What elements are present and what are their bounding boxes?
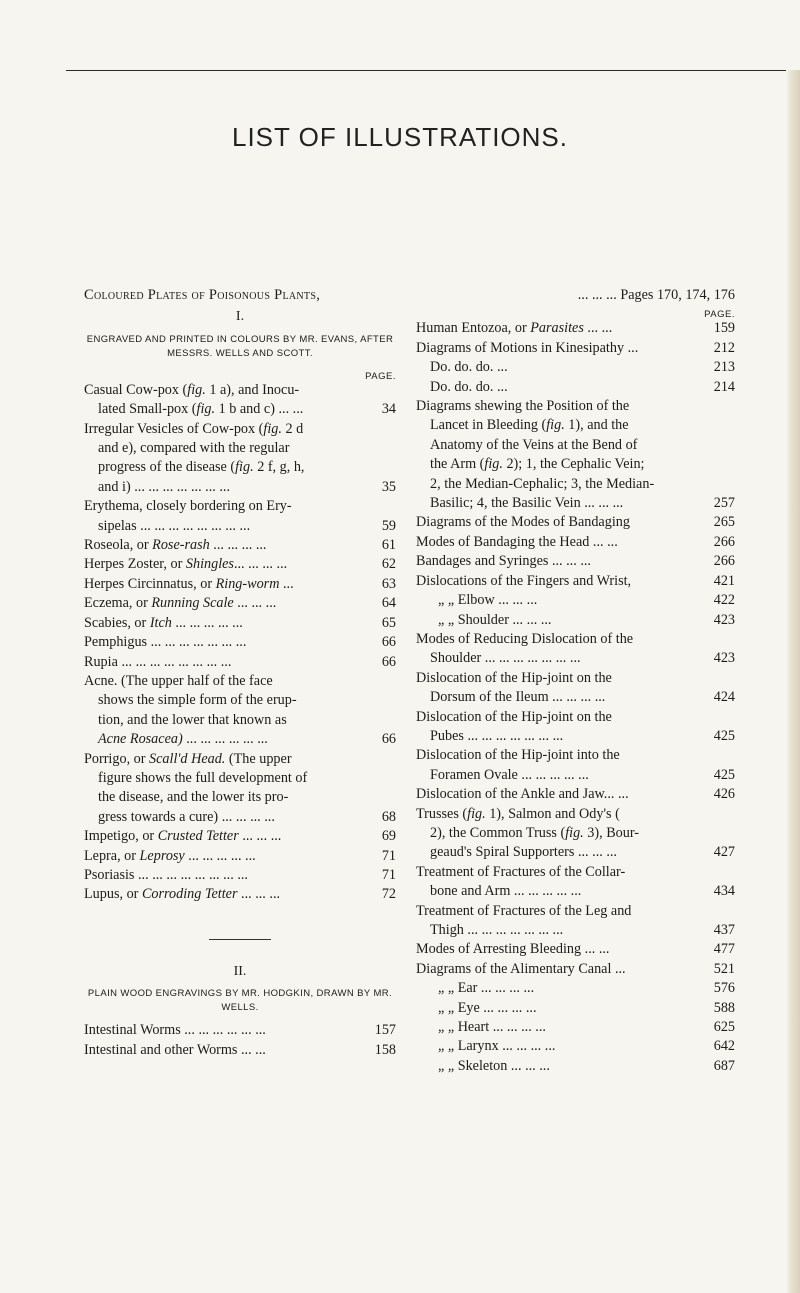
entry-line <box>416 688 735 707</box>
page-number: 687 <box>713 1057 735 1074</box>
fig-ref: fig. <box>546 417 565 434</box>
entry-text: Modes of Arresting Bleeding ... ... <box>416 941 610 958</box>
entry-text: Irregular Vesicles of Cow-pox ( <box>84 420 264 437</box>
entry-line <box>416 533 735 552</box>
list-item <box>416 339 735 358</box>
entry-text: Diagrams of the Alimentary Canal ... <box>416 960 626 977</box>
entry-text: Pubes ... ... ... ... ... ... ... <box>430 727 564 744</box>
entry-text: 1), Salmon and Ody's ( <box>485 805 620 822</box>
right-column <box>416 286 735 1076</box>
entry-line <box>416 494 735 513</box>
entry-text: Pemphigus <box>84 634 151 651</box>
page-number: 59 <box>381 517 396 534</box>
section-credit: ENGRAVED AND PRINTED IN COLOURS BY MR. EVANS, AFTER MESSRS. WELLS AND SCOTT. <box>86 333 394 359</box>
list-item <box>84 1021 396 1040</box>
page-number: 422 <box>713 592 735 609</box>
page-number: 61 <box>381 537 396 554</box>
entry-text: and e), compared with the regular <box>98 440 290 457</box>
page-number: 71 <box>381 866 396 883</box>
list-item <box>416 552 735 571</box>
entry-line <box>416 1057 735 1076</box>
list-item <box>84 750 396 828</box>
page-number: 424 <box>713 689 735 706</box>
list-item <box>416 960 735 979</box>
list-item <box>416 533 735 552</box>
continued-entry <box>416 286 735 305</box>
fig-ref: fig. <box>565 824 584 841</box>
entry-line <box>84 575 396 594</box>
page-number: 66 <box>381 634 396 651</box>
entry-line <box>84 420 396 439</box>
entry-text: Do. do. do. ... <box>430 359 508 376</box>
leader-dots: ... ... ... ... ... ... <box>182 731 268 748</box>
entry-line <box>416 572 735 591</box>
entry-text: „ „ Larynx ... ... ... ... <box>438 1038 556 1055</box>
leader-dots: ... ... ... <box>238 828 282 845</box>
entry-line <box>416 999 735 1018</box>
entry-line <box>416 397 735 416</box>
entry-line <box>416 766 735 785</box>
page-number: 66 <box>381 653 396 670</box>
page-number: 69 <box>381 828 396 845</box>
entry-line <box>84 730 396 749</box>
leader-dots: ... ... ... ... ... <box>171 614 243 631</box>
list-item <box>416 378 735 397</box>
entry-line <box>416 727 735 746</box>
page-number: 437 <box>713 922 735 938</box>
entry-line <box>84 381 396 400</box>
entry-text: Treatment of Fractures of the Leg and <box>416 902 632 919</box>
page-title: LIST OF ILLUSTRATIONS. <box>232 122 568 152</box>
page-number: 157 <box>374 1022 396 1039</box>
entry-line <box>416 339 735 358</box>
leader-dots: ... ... ... ... <box>209 537 267 554</box>
entry-text: gress towards a cure) ... ... ... ... <box>98 808 275 825</box>
page-column-label: PAGE. <box>365 370 396 382</box>
page-number: 642 <box>713 1038 735 1055</box>
list-item <box>416 611 735 630</box>
entry-text: „ „ Heart ... ... ... ... <box>438 1019 546 1036</box>
entry-text: lated Small-pox ( <box>98 401 197 418</box>
page-number: 625 <box>713 1019 735 1036</box>
list-item <box>416 513 735 532</box>
leader-dots: ... ... ... <box>237 886 281 903</box>
entry-line <box>416 708 735 727</box>
entry-text: „ „ Elbow ... ... ... <box>438 592 538 609</box>
entry-text: Treatment of Fractures of the Collar- <box>416 863 626 880</box>
entry-text: 2 d <box>281 420 304 437</box>
entry-line <box>84 536 396 555</box>
entry-line <box>84 672 396 691</box>
leader-dots: ... ... ... ... ... ... ... ... <box>138 866 248 883</box>
entry-line <box>416 455 735 474</box>
list-item <box>84 672 396 750</box>
entry-text: 2), the Common Truss ( <box>430 824 566 841</box>
page-number: 257 <box>713 495 735 512</box>
entry-line <box>84 400 396 419</box>
page-number: 34 <box>381 401 396 418</box>
entry-text: „ „ Eye ... ... ... ... <box>438 999 537 1016</box>
entry-line <box>84 769 396 788</box>
list-item <box>84 866 396 885</box>
list-item <box>84 633 396 652</box>
entry-italic-text: Running Scale <box>151 595 234 612</box>
list-item <box>84 381 396 420</box>
entry-text: Intestinal and other Worms ... ... <box>84 1041 266 1058</box>
entry-text: Lancet in Bleeding ( <box>430 417 547 434</box>
leader-dots: ... ... ... <box>233 595 277 612</box>
page-number: 63 <box>381 575 396 592</box>
entry-line <box>416 921 735 940</box>
page-number: 423 <box>713 611 735 628</box>
entry-text: Erythema, closely bordering on Ery- <box>84 498 292 515</box>
entry-text: 1 b and c) ... ... <box>215 401 304 418</box>
section-credit: PLAIN WOOD ENGRAVINGS BY MR. HODGKIN, DRAWN BY MR. WELLS. <box>87 988 393 1014</box>
fig-ref: fig. <box>187 381 206 398</box>
entry-text: Basilic; 4, the Basilic Vein ... ... ... <box>430 495 624 512</box>
entry-text: Acne. (The upper half of the face <box>84 672 273 689</box>
entry-line <box>84 691 396 710</box>
list-item <box>84 614 396 633</box>
list-item <box>416 940 735 959</box>
entry-line <box>416 824 735 843</box>
page-rule <box>66 70 800 77</box>
entry-line <box>84 614 396 633</box>
entry-text: Porrigo, or <box>84 750 150 767</box>
list-item <box>416 1037 735 1056</box>
entry-italic-text: Leprosy <box>139 847 185 864</box>
entry-text: sipelas ... ... ... ... ... ... ... ... <box>98 517 251 534</box>
entry-line <box>416 552 735 571</box>
entry-text: 2, the Median-Cephalic; 3, the Median- <box>430 475 655 492</box>
entry-italic-text: Shingles <box>185 556 234 573</box>
page-number: 423 <box>713 650 735 667</box>
fig-ref: fig. <box>235 459 254 476</box>
leader-dots: ... ... <box>583 320 613 337</box>
entry-text: bone and Arm ... ... ... ... ... <box>430 883 582 900</box>
entry-line <box>84 439 396 458</box>
entry-line <box>84 808 396 827</box>
entry-text: geaud's Spiral Supporters ... ... ... <box>430 844 617 861</box>
entry-line <box>416 630 735 649</box>
entry-line <box>416 378 735 397</box>
entry-line <box>416 649 735 668</box>
entry-text: 2 f, g, h, <box>253 459 305 476</box>
page-number: 266 <box>713 553 735 570</box>
entry-italic-text: Rose-rash <box>152 537 210 554</box>
section-divider <box>209 939 271 940</box>
list-item <box>416 630 735 669</box>
page-number: 64 <box>381 595 396 612</box>
entry-line <box>84 594 396 613</box>
list-item <box>84 653 396 672</box>
entry-line <box>84 1041 396 1060</box>
entry-text: figure shows the full development of <box>98 769 308 786</box>
page-number: 576 <box>713 980 735 997</box>
list-item <box>84 575 396 594</box>
entry-text: Scabies, or <box>84 614 150 631</box>
entry-line <box>84 788 396 807</box>
entry-line <box>84 653 396 672</box>
entry-line <box>416 960 735 979</box>
entry-text: Diagrams shewing the Position of the <box>416 398 630 415</box>
entry-line <box>416 436 735 455</box>
entry-line <box>84 1021 396 1040</box>
page-number: 35 <box>381 478 396 495</box>
list-item <box>84 555 396 574</box>
list-item <box>84 827 396 846</box>
leader-dots: ... ... ... ... <box>233 556 288 573</box>
entry-text: Dislocation of the Hip-joint into the <box>416 747 620 764</box>
leader-dots: ... <box>279 575 294 592</box>
entry-text: Psoriasis <box>84 866 138 883</box>
entry-text: Lupus, or <box>84 886 142 903</box>
entry-line <box>84 847 396 866</box>
entry-text: Eczema, or <box>84 595 152 612</box>
page-number: 266 <box>713 533 735 550</box>
entry-text: ... ... ... Pages 170, 174, 176 <box>577 287 735 303</box>
entry-text: Dislocation of the Hip-joint on the <box>416 708 612 725</box>
leader-dots: ... ... ... ... ... <box>184 847 256 864</box>
list-item <box>84 594 396 613</box>
entry-line <box>416 843 735 862</box>
entry-text: Anatomy of the Veins at the Bend of <box>430 436 638 453</box>
entry-list <box>416 319 735 1076</box>
page-column-label: PAGE. <box>704 309 735 321</box>
entry-italic-text: Acne Rosacea) <box>98 731 183 748</box>
entry-line <box>416 863 735 882</box>
list-item <box>416 863 735 902</box>
entry-text: Intestinal Worms ... ... ... ... ... ... <box>84 1022 266 1039</box>
entry-line <box>84 827 396 846</box>
page-number: 421 <box>713 572 735 589</box>
page-number: 425 <box>713 766 735 783</box>
entry-text: Human Entozoa, or <box>416 320 531 337</box>
page-number: 425 <box>713 727 735 744</box>
entry-line <box>416 319 735 338</box>
page-number: 434 <box>713 883 735 900</box>
left-column <box>84 286 396 1060</box>
entry-text: the disease, and the lower its pro- <box>98 789 289 806</box>
list-item <box>416 999 735 1018</box>
page-number: 477 <box>713 941 735 958</box>
entry-line <box>416 805 735 824</box>
leader-dots: ... ... ... ... ... ... ... ... <box>121 653 232 670</box>
entry-line <box>416 902 735 921</box>
entry-text: Modes of Reducing Dislocation of the <box>416 630 634 647</box>
entry-line <box>84 497 396 516</box>
entry-text: Thigh ... ... ... ... ... ... ... <box>430 922 564 938</box>
entry-line <box>416 611 735 630</box>
entry-text: tion, and the lower that known as <box>98 711 287 728</box>
entry-text: Casual Cow-pox ( <box>84 381 188 398</box>
entry-text: Herpes Circinnatus, or <box>84 575 216 592</box>
entry-text: the Arm ( <box>430 456 485 473</box>
entry-text: Roseola, or <box>84 537 153 554</box>
entry-line <box>416 358 735 377</box>
entry-text: Diagrams of Motions in Kinesipathy ... <box>416 339 639 356</box>
section-heading: Coloured Plates of Poisonous Plants, <box>84 287 321 303</box>
entry-line <box>416 416 735 435</box>
list-item <box>416 708 735 747</box>
list-item <box>416 358 735 377</box>
list-item <box>84 885 396 904</box>
page-number: 426 <box>713 786 735 803</box>
entry-line <box>84 478 396 497</box>
entry-text: Rupia <box>84 653 122 670</box>
entry-text: shows the simple form of the erup- <box>98 692 297 709</box>
list-item <box>84 420 396 498</box>
list-item <box>416 669 735 708</box>
fig-ref: fig. <box>484 456 503 473</box>
fig-ref: fig. <box>263 420 282 437</box>
list-item <box>84 497 396 536</box>
entry-text: progress of the disease ( <box>98 459 236 476</box>
entry-text: Lepra, or <box>84 847 140 864</box>
entry-text: „ „ Skeleton ... ... ... <box>438 1057 550 1074</box>
entry-list <box>84 381 396 905</box>
entry-line <box>416 1037 735 1056</box>
entry-line <box>416 669 735 688</box>
entry-text: Trusses ( <box>416 805 468 822</box>
page-number: 68 <box>381 808 396 825</box>
entry-line <box>84 885 396 904</box>
list-item <box>416 397 735 513</box>
entry-line <box>84 711 396 730</box>
entry-italic-text: Parasites <box>530 320 584 337</box>
list-item <box>416 902 735 941</box>
page-number: 66 <box>381 731 396 748</box>
entry-line <box>416 785 735 804</box>
page-number: 521 <box>713 960 735 977</box>
entry-text: Foramen Ovale ... ... ... ... ... <box>430 766 589 783</box>
list-item <box>84 847 396 866</box>
list-item <box>416 572 735 591</box>
entry-line <box>84 750 396 769</box>
leader-dots: ... ... ... ... ... ... ... <box>150 634 247 651</box>
entry-line <box>416 882 735 901</box>
entry-italic-text: Ring-worm <box>215 575 280 592</box>
page-number: 427 <box>713 844 735 861</box>
entry-line <box>416 475 735 494</box>
list-item <box>84 536 396 555</box>
entry-line <box>84 633 396 652</box>
entry-text: Shoulder ... ... ... ... ... ... ... <box>430 650 581 667</box>
entry-italic-text: Crusted Tetter <box>157 828 239 845</box>
page-number: 65 <box>381 614 396 631</box>
entry-text: Modes of Bandaging the Head ... ... <box>416 533 618 550</box>
entry-text: Do. do. do. ... <box>430 378 508 395</box>
list-item <box>416 979 735 998</box>
entry-line <box>416 746 735 765</box>
fig-ref: fig. <box>196 401 216 418</box>
entry-text: Dislocations of the Fingers and Wrist, <box>416 572 632 589</box>
entry-text: „ „ Ear ... ... ... ... <box>438 980 535 997</box>
list-item <box>416 785 735 804</box>
page-number: 212 <box>713 339 735 356</box>
list-item <box>416 746 735 785</box>
page-number: 588 <box>713 999 735 1016</box>
list-item <box>84 1041 396 1060</box>
page-number: 159 <box>713 320 735 337</box>
entry-text: Dorsum of the Ileum ... ... ... ... <box>430 689 606 706</box>
entry-text: 2); 1, the Cephalic Vein; <box>502 456 645 473</box>
page-number: 213 <box>713 359 735 376</box>
entry-text: Diagrams of the Modes of Bandaging <box>416 514 630 531</box>
entry-italic-text: Itch <box>149 614 172 631</box>
entry-line <box>84 866 396 885</box>
page-number: 265 <box>713 514 735 531</box>
entry-text: „ „ Shoulder ... ... ... <box>438 611 552 628</box>
fig-ref: fig. <box>467 805 486 822</box>
entry-line <box>84 555 396 574</box>
list-item <box>416 319 735 338</box>
entry-line <box>84 458 396 477</box>
list-item <box>416 1057 735 1076</box>
section-numeral: II. <box>233 963 247 979</box>
page-number: 62 <box>381 556 396 573</box>
entry-text: 1 a), and Inocu- <box>205 381 300 398</box>
entry-text: Bandages and Syringes ... ... ... <box>416 553 591 570</box>
page-number: 158 <box>374 1041 396 1058</box>
list-item <box>416 591 735 610</box>
page-number: 214 <box>713 378 735 395</box>
entry-line <box>416 979 735 998</box>
entry-text: and i) ... ... ... ... ... ... ... <box>98 478 231 495</box>
section-numeral: I. <box>235 309 245 325</box>
entry-line <box>416 940 735 959</box>
entry-text: Herpes Zoster, or <box>84 556 186 573</box>
entry-line <box>416 591 735 610</box>
entry-text: 3), Bour- <box>583 824 640 841</box>
page-number: 71 <box>381 847 396 864</box>
entry-text: 1), and the <box>564 417 629 434</box>
entry-text: Dislocation of the Hip-joint on the <box>416 669 612 686</box>
list-item <box>416 805 735 863</box>
entry-text: Impetigo, or <box>84 828 158 845</box>
entry-text: (The upper <box>225 750 292 767</box>
entry-line <box>84 517 396 536</box>
entry-list <box>84 1021 396 1060</box>
entry-text: Dislocation of the Ankle and Jaw... ... <box>416 786 629 803</box>
page-edge <box>786 70 800 1293</box>
page-number: 72 <box>381 886 396 903</box>
entry-line <box>416 513 735 532</box>
entry-italic-text: Corroding Tetter <box>141 886 238 903</box>
entry-italic-text: Scall'd Head. <box>149 750 226 767</box>
list-item <box>416 1018 735 1037</box>
entry-line <box>416 1018 735 1037</box>
